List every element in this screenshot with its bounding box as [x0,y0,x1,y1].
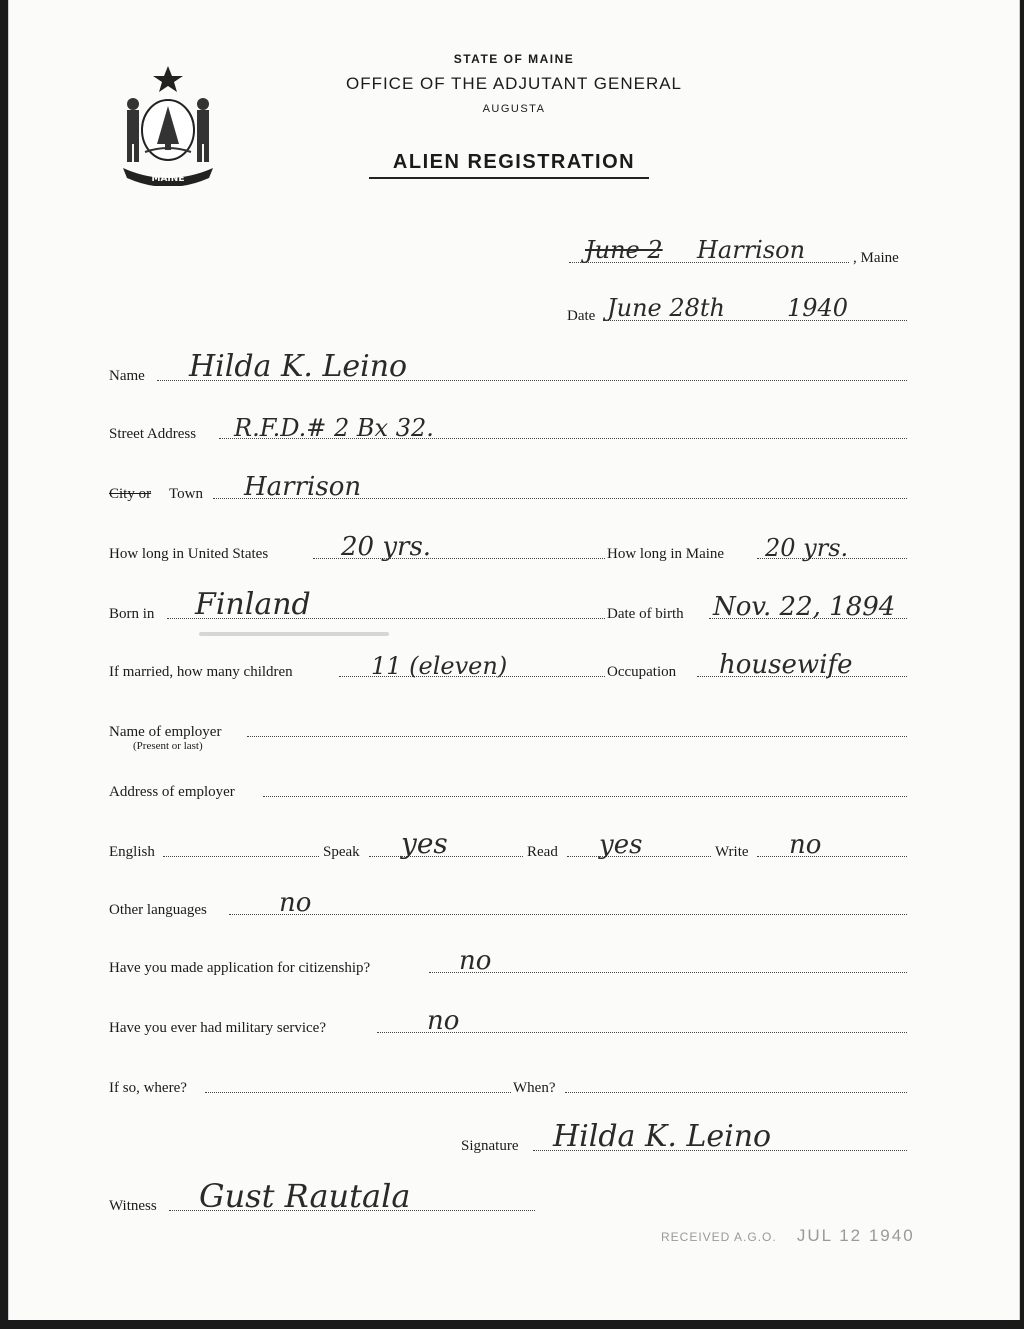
employer-address-row [109,778,909,800]
speak-label: Speak [323,844,360,860]
children-value: 11 (eleven) [371,652,508,680]
date-row [567,294,917,324]
how-long-maine-label: How long in Maine [607,546,725,562]
occupation-value: housewife [719,650,853,680]
citizenship-row [109,946,909,976]
family-occupation-row [109,650,909,680]
witness-label: Witness [109,1198,157,1214]
place-suffix: , Maine [853,250,899,266]
name-value: Hilda K. Leino [189,349,408,384]
employer-name-sublabel: (Present or last) [133,740,203,752]
date-year: 1940 [787,294,849,322]
name-label: Name [109,368,145,384]
received-stamp [661,1226,915,1246]
occupation-label: Occupation [607,664,677,680]
signature-value: Hilda K. Leino [553,1119,772,1154]
birth-row [109,587,909,622]
read-label: Read [527,844,558,860]
how-long-maine-value: 20 yrs. [765,534,849,562]
received-stamp-prefix: RECEIVED A.G.O. [661,1230,777,1244]
service-details-row [109,1074,909,1096]
born-in-label: Born in [109,606,155,622]
military-row [109,1006,909,1036]
residence-duration-row [109,532,909,562]
witness-row [109,1177,539,1215]
date-of-birth-label: Date of birth [607,606,684,622]
place-row [569,236,919,266]
city-town-row [109,472,909,502]
received-stamp-date: JUL 12 1940 [796,1226,915,1245]
write-label: Write [715,844,749,860]
children-label: If married, how many children [109,664,293,680]
military-value: no [427,1006,460,1036]
date-label: Date [567,308,596,324]
place-struck-value: June 2 [585,236,663,264]
employer-address-label: Address of employer [109,784,235,800]
town-label: Town [169,486,203,502]
city-heading: AUGUSTA [482,103,546,115]
office-heading: OFFICE OF THE ADJUTANT GENERAL [345,74,683,93]
name-row [109,349,909,384]
english-row [109,827,909,860]
english-label: English [109,844,155,860]
city-town-value: Harrison [244,472,362,502]
seal-text: MAINE [151,174,185,184]
other-languages-value: no [279,888,312,918]
signature-label: Signature [461,1138,519,1154]
citizenship-label: Have you made application for citizenship? [109,960,371,976]
state-heading: STATE OF MAINE [453,52,575,66]
other-languages-row [109,888,909,918]
date-of-birth-value: Nov. 22, 1894 [713,592,896,622]
signature-row [461,1119,909,1154]
employer-name-row [109,718,909,740]
where-label: If so, where? [109,1080,187,1096]
form-title: ALIEN REGISTRATION [392,151,636,173]
speak-value: yes [401,827,448,860]
street-address-value: R.F.D.# 2 Bx 32. [234,414,434,442]
write-value: no [789,830,822,860]
other-languages-label: Other languages [109,902,207,918]
registration-form [8,0,1020,1320]
how-long-us-label: How long in United States [109,546,269,562]
born-in-value: Finland [195,587,311,622]
city-label-struck: City or [109,486,152,502]
street-address-row [109,414,909,442]
how-long-us-value: 20 yrs. [341,532,432,562]
title-underline [369,177,649,179]
read-value: yes [599,830,643,860]
street-address-label: Street Address [109,426,197,442]
citizenship-value: no [459,946,492,976]
date-value: June 28th [607,294,726,322]
place-value: Harrison [697,236,806,264]
military-label: Have you ever had military service? [109,1020,326,1036]
paper-smudge [199,632,389,636]
employer-name-label: Name of employer [109,724,222,740]
witness-value: Gust Rautala [199,1177,411,1215]
when-label: When? [513,1080,556,1096]
